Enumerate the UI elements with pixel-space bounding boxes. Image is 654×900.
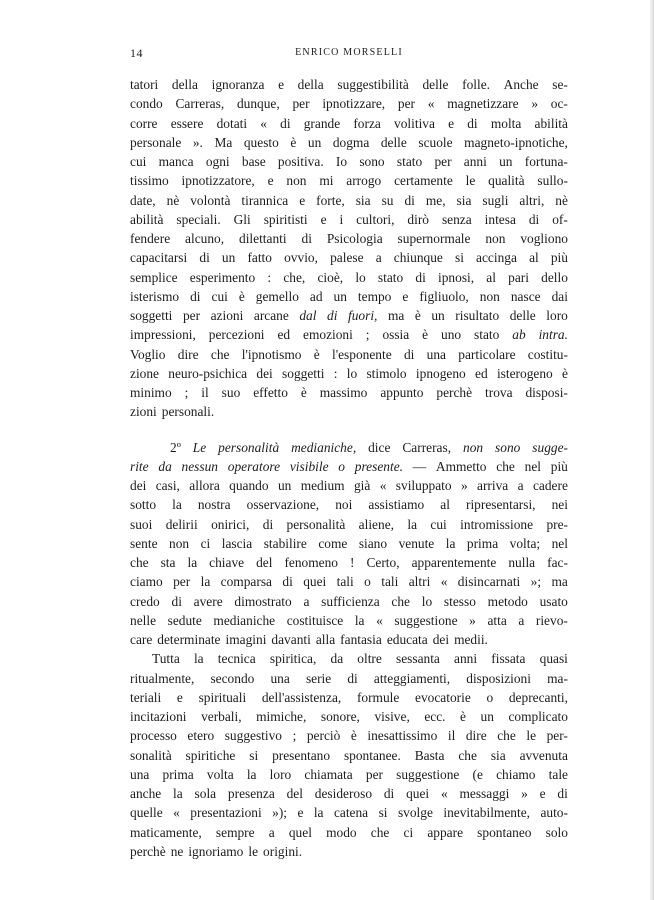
text-line: teriali e spirituali dell'assistenza, formule evocatorie o deprecanti,	[130, 689, 568, 705]
text-line: minimo ; il suo effetto è massimo appunto perchè trova disposi-	[130, 385, 568, 400]
text-line: credo di avere dimostrato a sufficienza che lo stesso metodo usato	[130, 593, 568, 609]
text-line: zioni personali.	[130, 404, 215, 420]
text-line: nelle sedute medianiche costituisce la « suggestione » atta a rievo-	[130, 612, 568, 628]
text-line: Voglio dire che l'ipnotismo è l'esponente di una particolare costitu-	[130, 346, 568, 362]
text-line: zione neuro-psichica dei soggetti : lo stimolo ipnogeno ed isterogeno è	[130, 365, 568, 381]
text-line: capacitarsi di un fatto ovvio, palese a chiunque si accinga al più	[130, 250, 568, 266]
text-line: cui manca ogni base positiva. Io sono stato per anni un fortuna-	[130, 154, 568, 169]
running-head: ENRICO MORSELLI	[295, 47, 403, 58]
page-number: 14	[130, 46, 143, 60]
text-line: ciamo per la comparsa di quei tali o tali altri « disincarnati »; ma	[130, 574, 568, 590]
page-edge-shadow	[650, 0, 654, 900]
text-line: abilità speciali. Gli spiritisti e i cultori, dirò senza intesa di of-	[130, 211, 568, 227]
paragraph-spacer	[130, 422, 568, 438]
text-line: 2º Le personalità medianiche, dice Carreras, non sono sugge-	[170, 439, 568, 455]
text-line: quelle « presentazioni »); e la catena si svolge inevitabilmente, auto-	[130, 805, 568, 821]
text-line: isterismo di cui è gemello ad un tempo e figliuolo, non nasce dai	[130, 288, 568, 304]
text-line: fendere alcuno, dilettanti di Psicologia supernormale non vogliono	[130, 231, 568, 246]
text-line: condo Carreras, dunque, per ipnotizzare, per « magnetizzare » oc-	[130, 96, 568, 112]
text-line: maticamente, sempre a quel modo che ci appare spontaneo solo	[130, 824, 568, 840]
text-line: suoi delirii onirici, di personalità aliene, la cui intromissione pre-	[130, 516, 568, 532]
text-line: processo etero suggestivo ; perciò è inesattissimo il dire che le per-	[130, 728, 568, 744]
text-line: anche la sola presenza del desideroso di quei « messaggi » e di	[130, 786, 568, 801]
text-line: perchè ne ignoriamo le origini.	[130, 843, 303, 859]
text-line: date, nè volontà tirannica e forte, sia su di me, sia sugli altri, nè	[130, 192, 568, 208]
text-line: una prima volta la loro chiamata per suggestione (e chiamo tale	[130, 766, 568, 782]
text-line: impressioni, percezioni ed emozioni ; ossia è uno stato ab intra.	[130, 327, 568, 343]
text-line: rite da nessun operatore visibile o presente. — Ammetto che nel più	[130, 458, 568, 474]
text-line: tatori della ignoranza e della suggestibilità delle folle. Anche se-	[130, 77, 568, 92]
text-line: sente non ci lascia stabilire come siano venute la prima volta; nel	[130, 535, 568, 551]
paragraph-1	[130, 75, 568, 422]
paragraph-2	[130, 438, 568, 650]
text-line: Tutta la tecnica spiritica, da oltre sessanta anni fissata quasi	[152, 651, 568, 667]
text-line: tissimo ipnotizzatore, e non mi arrogo certamente le qualità sullo-	[130, 173, 568, 189]
text-line: ritualmente, secondo una serie di atteggiamenti, disposizioni ma-	[130, 670, 568, 686]
text-line: incitazioni verbali, mimiche, sonore, visive, ecc. è un complicato	[130, 709, 568, 724]
paragraph-3	[130, 649, 568, 861]
text-line: care determinate imagini davanti alla fantasia educata dei medii.	[130, 632, 488, 647]
text-line: sonalità spiritiche si presentano spontanee. Basta che sia avvenuta	[130, 747, 568, 763]
text-line: corre essere dotati « di grande forza volitiva e di molta abilità	[130, 115, 568, 131]
text-line: dei casi, allora quando un medium già « sviluppato » arriva a cadere	[130, 478, 568, 493]
text-line: sotto la nostra osservazione, noi assistiamo al ripresentarsi, nei	[130, 497, 568, 513]
body-text	[130, 75, 568, 861]
text-line: semplice esperimento : che, cioè, lo stato di ipnosi, al pari dello	[130, 269, 568, 285]
text-line: soggetti per azioni arcane dal di fuori, ma è un risultato delle loro	[130, 308, 568, 323]
text-line: personale ». Ma questo è un dogma delle scuole magneto-ipnotiche,	[130, 134, 568, 150]
page-header	[130, 46, 568, 60]
text-line: che sta la chiave del fenomeno ! Certo, apparentemente nulla fac-	[130, 555, 568, 570]
